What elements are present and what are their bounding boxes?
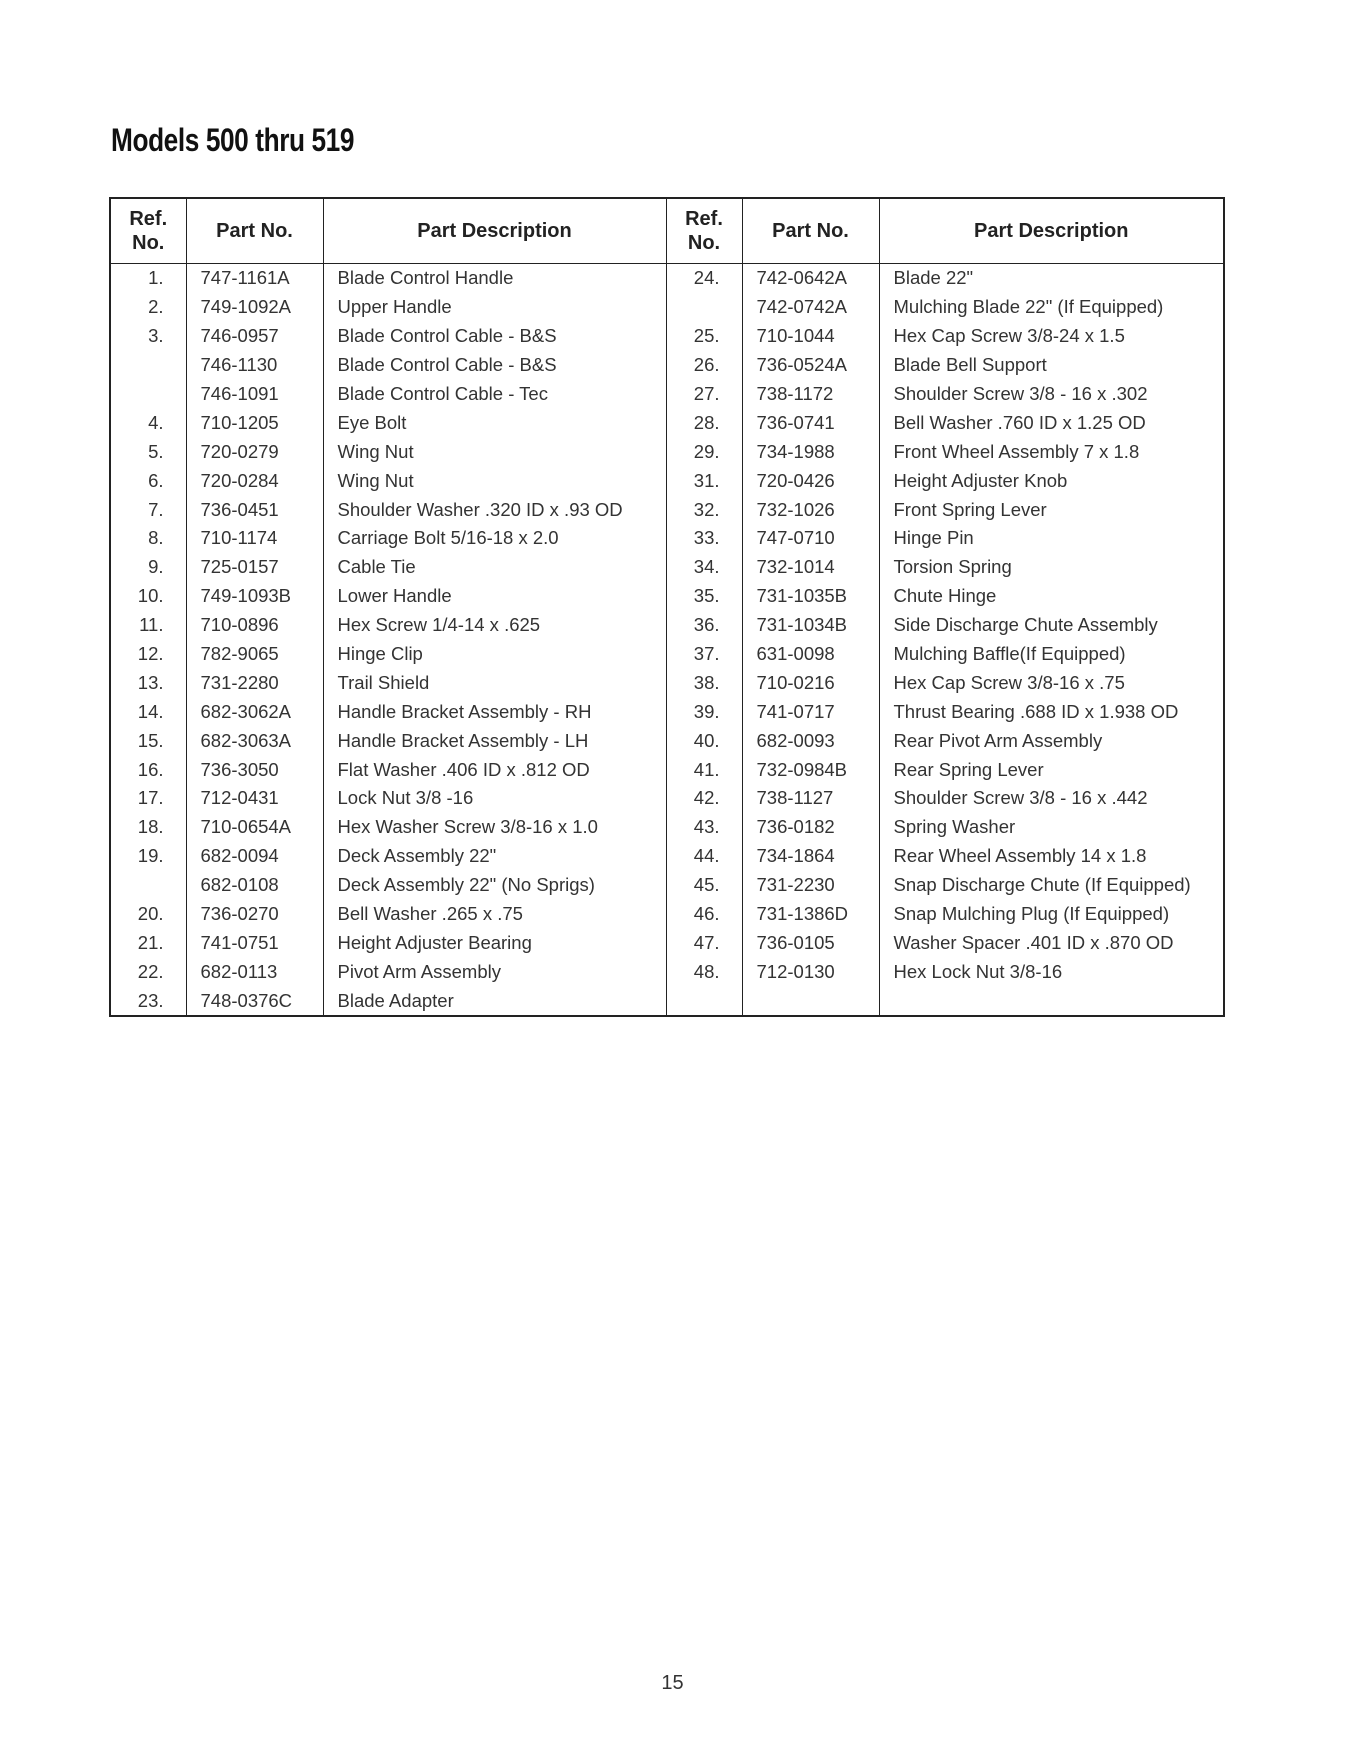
left-part-description: Wing Nut (323, 466, 666, 495)
left-part-no: 720-0279 (186, 437, 323, 466)
left-part-description: Hex Washer Screw 3/8-16 x 1.0 (323, 813, 666, 842)
left-part-no: 682-0113 (186, 957, 323, 986)
right-part-no: 736-0182 (742, 813, 879, 842)
left-part-no: 682-3063A (186, 726, 323, 755)
left-ref-no: 8. (110, 524, 186, 553)
right-ref-no: 24. (666, 264, 742, 293)
right-part-no (742, 986, 879, 1016)
left-part-description: Blade Control Cable - B&S (323, 322, 666, 351)
left-part-no: 725-0157 (186, 553, 323, 582)
right-part-no: 734-1988 (742, 437, 879, 466)
right-ref-no: 42. (666, 784, 742, 813)
table-row (110, 784, 1224, 813)
left-ref-no: 1. (110, 264, 186, 293)
right-part-no: 731-1035B (742, 582, 879, 611)
right-part-no: 682-0093 (742, 726, 879, 755)
left-part-description: Handle Bracket Assembly - RH (323, 697, 666, 726)
table-row (110, 495, 1224, 524)
left-part-description: Flat Washer .406 ID x .812 OD (323, 755, 666, 784)
right-part-description: Hinge Pin (879, 524, 1224, 553)
right-ref-no: 28. (666, 408, 742, 437)
table-row (110, 611, 1224, 640)
right-part-description: Torsion Spring (879, 553, 1224, 582)
left-part-no: 746-1091 (186, 380, 323, 409)
parts-table (109, 197, 1225, 1017)
left-part-no: 748-0376C (186, 986, 323, 1016)
right-ref-no: 45. (666, 871, 742, 900)
left-ref-no: 20. (110, 900, 186, 929)
left-ref-no: 4. (110, 408, 186, 437)
right-ref-no (666, 986, 742, 1016)
table-header-row (110, 198, 1224, 264)
table-row (110, 408, 1224, 437)
right-part-no: 734-1864 (742, 842, 879, 871)
left-ref-no: 23. (110, 986, 186, 1016)
left-part-description: Bell Washer .265 x .75 (323, 900, 666, 929)
left-part-no: 710-0654A (186, 813, 323, 842)
left-part-no: 782-9065 (186, 640, 323, 669)
left-ref-no: 11. (110, 611, 186, 640)
right-ref-no: 46. (666, 900, 742, 929)
right-part-no: 736-0105 (742, 928, 879, 957)
table-row (110, 351, 1224, 380)
parts-table-body (110, 264, 1224, 1017)
right-ref-no: 31. (666, 466, 742, 495)
left-part-description: Height Adjuster Bearing (323, 928, 666, 957)
left-ref-no (110, 380, 186, 409)
right-part-description: Snap Mulching Plug (If Equipped) (879, 900, 1224, 929)
left-part-no: 682-0108 (186, 871, 323, 900)
left-part-no: 712-0431 (186, 784, 323, 813)
left-ref-no: 6. (110, 466, 186, 495)
left-ref-no: 16. (110, 755, 186, 784)
left-part-no: 736-3050 (186, 755, 323, 784)
header-ref-no: Ref. No. (110, 198, 186, 264)
right-ref-no: 38. (666, 668, 742, 697)
header-part-no: Part No. (186, 198, 323, 264)
right-part-description: Height Adjuster Knob (879, 466, 1224, 495)
right-ref-no: 29. (666, 437, 742, 466)
table-row (110, 842, 1224, 871)
left-ref-no: 9. (110, 553, 186, 582)
left-part-no: 710-1205 (186, 408, 323, 437)
table-row (110, 668, 1224, 697)
right-part-no: 742-0742A (742, 293, 879, 322)
left-ref-no: 17. (110, 784, 186, 813)
right-part-no: 712-0130 (742, 957, 879, 986)
right-part-no: 738-1172 (742, 380, 879, 409)
right-part-description: Rear Spring Lever (879, 755, 1224, 784)
header-part-no: Part No. (742, 198, 879, 264)
right-ref-no: 48. (666, 957, 742, 986)
right-part-description: Side Discharge Chute Assembly (879, 611, 1224, 640)
left-part-no: 749-1092A (186, 293, 323, 322)
right-part-no: 631-0098 (742, 640, 879, 669)
left-part-description: Trail Shield (323, 668, 666, 697)
right-part-no: 741-0717 (742, 697, 879, 726)
left-ref-no: 10. (110, 582, 186, 611)
left-ref-no: 5. (110, 437, 186, 466)
table-row (110, 380, 1224, 409)
right-part-no: 738-1127 (742, 784, 879, 813)
right-part-no: 736-0741 (742, 408, 879, 437)
header-ref-no: Ref. No. (666, 198, 742, 264)
left-part-description: Blade Control Cable - Tec (323, 380, 666, 409)
left-ref-no (110, 871, 186, 900)
right-part-description: Front Spring Lever (879, 495, 1224, 524)
table-row (110, 524, 1224, 553)
right-ref-no: 37. (666, 640, 742, 669)
right-ref-no: 25. (666, 322, 742, 351)
right-part-description: Hex Cap Screw 3/8-16 x .75 (879, 668, 1224, 697)
left-ref-no: 7. (110, 495, 186, 524)
page-title: Models 500 thru 519 (111, 122, 355, 158)
left-ref-no: 2. (110, 293, 186, 322)
right-ref-no: 34. (666, 553, 742, 582)
table-row (110, 726, 1224, 755)
left-part-no: 747-1161A (186, 264, 323, 293)
right-part-no: 732-1014 (742, 553, 879, 582)
table-row (110, 553, 1224, 582)
left-ref-no: 19. (110, 842, 186, 871)
right-part-description: Blade Bell Support (879, 351, 1224, 380)
left-part-no: 746-0957 (186, 322, 323, 351)
left-part-no: 720-0284 (186, 466, 323, 495)
right-ref-no: 47. (666, 928, 742, 957)
left-part-description: Carriage Bolt 5/16-18 x 2.0 (323, 524, 666, 553)
right-part-description: Shoulder Screw 3/8 - 16 x .302 (879, 380, 1224, 409)
left-part-no: 736-0270 (186, 900, 323, 929)
table-row (110, 697, 1224, 726)
table-row (110, 322, 1224, 351)
right-part-no: 742-0642A (742, 264, 879, 293)
left-part-description: Blade Control Handle (323, 264, 666, 293)
left-part-description: Hinge Clip (323, 640, 666, 669)
right-ref-no: 41. (666, 755, 742, 784)
right-part-description: Spring Washer (879, 813, 1224, 842)
left-part-no: 710-1174 (186, 524, 323, 553)
left-ref-no: 22. (110, 957, 186, 986)
left-part-description: Wing Nut (323, 437, 666, 466)
left-ref-no: 12. (110, 640, 186, 669)
left-ref-no: 15. (110, 726, 186, 755)
right-part-description: Hex Lock Nut 3/8-16 (879, 957, 1224, 986)
header-part-description: Part Description (879, 198, 1224, 264)
left-part-description: Hex Screw 1/4-14 x .625 (323, 611, 666, 640)
left-ref-no: 3. (110, 322, 186, 351)
right-part-description: Thrust Bearing .688 ID x 1.938 OD (879, 697, 1224, 726)
right-part-description: Washer Spacer .401 ID x .870 OD (879, 928, 1224, 957)
right-part-description: Front Wheel Assembly 7 x 1.8 (879, 437, 1224, 466)
left-part-no: 731-2280 (186, 668, 323, 697)
right-part-description: Snap Discharge Chute (If Equipped) (879, 871, 1224, 900)
table-row (110, 813, 1224, 842)
table-row (110, 466, 1224, 495)
table-row (110, 437, 1224, 466)
table-row (110, 871, 1224, 900)
right-part-no: 731-1034B (742, 611, 879, 640)
right-part-description (879, 986, 1224, 1016)
right-ref-no: 32. (666, 495, 742, 524)
right-part-description: Bell Washer .760 ID x 1.25 OD (879, 408, 1224, 437)
right-ref-no (666, 293, 742, 322)
right-part-description: Rear Pivot Arm Assembly (879, 726, 1224, 755)
right-part-no: 731-1386D (742, 900, 879, 929)
right-part-description: Mulching Blade 22" (If Equipped) (879, 293, 1224, 322)
right-part-description: Blade 22" (879, 264, 1224, 293)
table-row (110, 957, 1224, 986)
left-part-description: Shoulder Washer .320 ID x .93 OD (323, 495, 666, 524)
right-part-no: 731-2230 (742, 871, 879, 900)
header-part-description: Part Description (323, 198, 666, 264)
table-row (110, 582, 1224, 611)
right-part-no: 710-1044 (742, 322, 879, 351)
right-part-description: Mulching Baffle(If Equipped) (879, 640, 1224, 669)
left-ref-no: 14. (110, 697, 186, 726)
left-part-no: 741-0751 (186, 928, 323, 957)
right-part-no: 732-0984B (742, 755, 879, 784)
right-ref-no: 44. (666, 842, 742, 871)
left-ref-no: 21. (110, 928, 186, 957)
right-part-description: Shoulder Screw 3/8 - 16 x .442 (879, 784, 1224, 813)
table-row (110, 755, 1224, 784)
right-ref-no: 33. (666, 524, 742, 553)
left-part-no: 746-1130 (186, 351, 323, 380)
table-row (110, 928, 1224, 957)
table-row (110, 293, 1224, 322)
left-part-no: 736-0451 (186, 495, 323, 524)
left-part-no: 710-0896 (186, 611, 323, 640)
table-row (110, 900, 1224, 929)
left-part-description: Pivot Arm Assembly (323, 957, 666, 986)
left-ref-no (110, 351, 186, 380)
right-part-description: Hex Cap Screw 3/8-24 x 1.5 (879, 322, 1224, 351)
right-part-no: 747-0710 (742, 524, 879, 553)
right-ref-no: 35. (666, 582, 742, 611)
right-ref-no: 27. (666, 380, 742, 409)
left-part-description: Lock Nut 3/8 -16 (323, 784, 666, 813)
right-ref-no: 40. (666, 726, 742, 755)
page-number: 15 (661, 1672, 684, 1694)
table-row (110, 986, 1224, 1016)
left-part-description: Blade Control Cable - B&S (323, 351, 666, 380)
left-part-description: Deck Assembly 22" (323, 842, 666, 871)
left-part-no: 682-0094 (186, 842, 323, 871)
right-part-no: 732-1026 (742, 495, 879, 524)
left-ref-no: 13. (110, 668, 186, 697)
right-part-no: 736-0524A (742, 351, 879, 380)
right-ref-no: 43. (666, 813, 742, 842)
left-ref-no: 18. (110, 813, 186, 842)
left-part-no: 682-3062A (186, 697, 323, 726)
right-part-description: Chute Hinge (879, 582, 1224, 611)
right-ref-no: 26. (666, 351, 742, 380)
left-part-description: Blade Adapter (323, 986, 666, 1016)
left-part-description: Eye Bolt (323, 408, 666, 437)
right-ref-no: 39. (666, 697, 742, 726)
left-part-description: Lower Handle (323, 582, 666, 611)
right-part-no: 720-0426 (742, 466, 879, 495)
left-part-description: Deck Assembly 22" (No Sprigs) (323, 871, 666, 900)
left-part-description: Handle Bracket Assembly - LH (323, 726, 666, 755)
right-ref-no: 36. (666, 611, 742, 640)
left-part-description: Cable Tie (323, 553, 666, 582)
right-part-description: Rear Wheel Assembly 14 x 1.8 (879, 842, 1224, 871)
right-part-no: 710-0216 (742, 668, 879, 697)
left-part-no: 749-1093B (186, 582, 323, 611)
table-row (110, 640, 1224, 669)
table-row (110, 264, 1224, 293)
left-part-description: Upper Handle (323, 293, 666, 322)
